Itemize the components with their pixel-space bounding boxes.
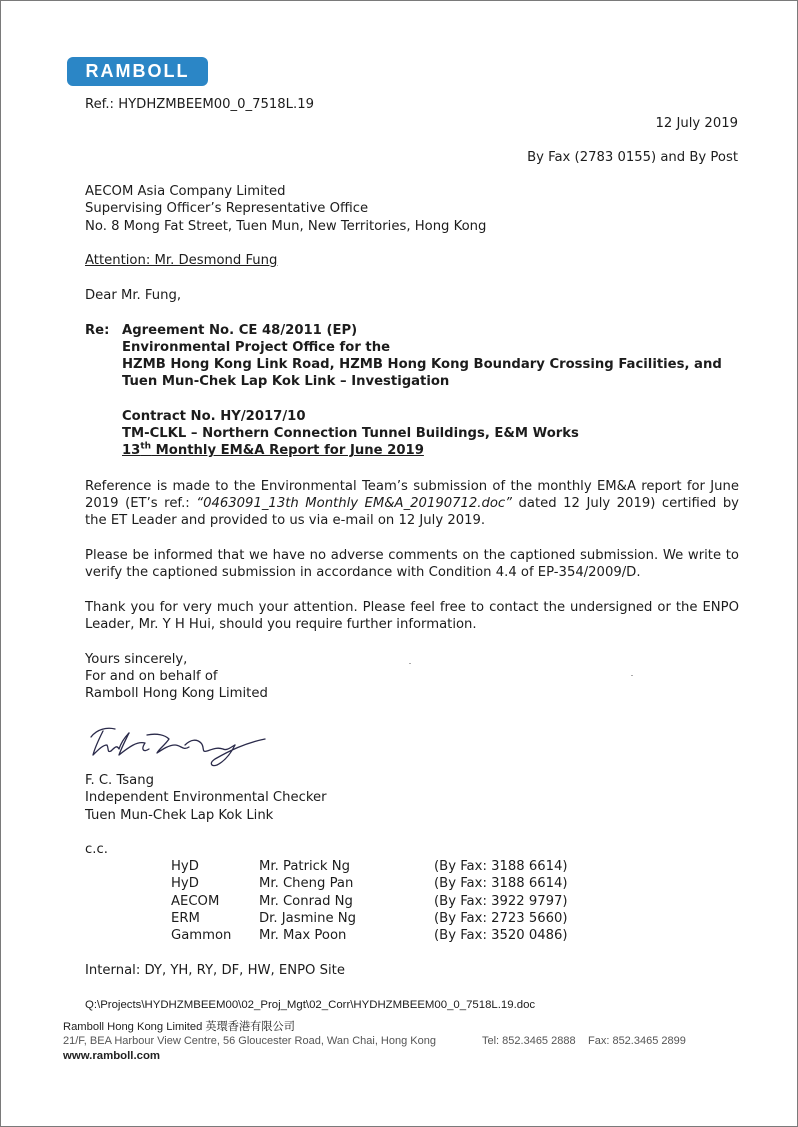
report-title-rest: Monthly EM&A Report for June 2019 [151,443,424,458]
re-report-title [122,442,424,459]
re-contract-title: TM-CLKL – Northern Connection Tunnel Buildings, E&M Works [122,426,579,441]
cc-person: Mr. Patrick Ng [259,859,350,875]
cc-org: ERM [171,911,200,927]
re-contract-number: Contract No. HY/2017/10 [122,409,306,424]
internal-distribution: Internal: DY, YH, RY, DF, HW, ENPO Site [85,963,345,978]
paragraph-no-comments: Please be informed that we have no adverse comments on the captioned submission. We write to verify the captioned submission in accordance with Condition 4.4 of EP-354/2009/D. [85,548,739,580]
salutation: Dear Mr. Fung, [85,288,182,303]
footer-website: www.ramboll.com [63,1050,161,1062]
signatory-project: Tuen Mun-Chek Lap Kok Link [85,808,274,823]
paragraph-reference [85,478,739,529]
cc-row [171,893,568,910]
signatory-name: F. C. Tsang [85,773,154,788]
cc-person: Mr. Max Poon [259,928,347,944]
cc-person: Dr. Jasmine Ng [259,911,356,927]
cc-fax: (By Fax: 3188 6614) [434,859,568,875]
recipient-office: Supervising Officer’s Representative Office [85,201,369,216]
cc-row [171,875,568,892]
footer-company: Ramboll Hong Kong Limited 英環香港有限公司 [63,1021,295,1033]
re-label: Re: [85,323,110,338]
cc-fax: (By Fax: 3922 9797) [434,893,568,909]
recipient-address: No. 8 Mong Fat Street, Tuen Mun, New Territories, Hong Kong [85,219,487,234]
cc-fax: (By Fax: 3520 0486) [434,928,568,944]
cc-person: Mr. Cheng Pan [259,876,354,892]
paragraph-thanks: Thank you for very much your attention. Please feel free to contact the undersigned or the ENPO Leader, Mr. Y H Hui, should you require further information. [85,600,739,632]
re-project-scope: HZMB Hong Kong Link Road, HZMB Hong Kong Boundary Crossing Facilities, and [122,357,722,372]
paragraph-reference-lead: Reference is made to the Environmental Team’s submission of the monthly EM&A report for June 2019 (ET’s ref.: [85,479,739,511]
scan-speck [409,663,411,664]
cc-row [171,927,568,944]
re-investigation: Tuen Mun-Chek Lap Kok Link – Investigation [122,374,450,389]
footer-fax: Fax: 852.3465 2899 [588,1035,686,1047]
cc-org: HyD [171,859,199,875]
letter-date: 12 July 2019 [655,116,738,131]
file-path: Q:\Projects\HYDHZMBEEM00\02_Proj_Mgt\02_Corr\HYDHZMBEEM00_0_7518L.19.doc [85,999,536,1011]
et-reference-filename: “0463091_13th Monthly EM&A_20190712.doc” [196,496,513,511]
recipient-company: AECOM Asia Company Limited [85,184,286,199]
cc-org: Gammon [171,928,232,944]
cc-row [171,858,568,875]
cc-row [171,910,568,927]
attention-line: Attention: Mr. Desmond Fung [85,253,278,268]
closing-company: Ramboll Hong Kong Limited [85,686,268,701]
footer-telephone: Tel: 852.3465 2888 [482,1035,576,1047]
cc-org: AECOM [171,893,220,909]
ramboll-logo: RAMBOLL [67,57,208,86]
cc-org: HyD [171,876,199,892]
handwritten-signature [85,719,275,771]
footer-address: 21/F, BEA Harbour View Centre, 56 Gloucester Road, Wan Chai, Hong Kong [63,1035,436,1047]
re-agreement: Agreement No. CE 48/2011 (EP) [122,323,358,338]
report-number: 13 [122,443,141,458]
re-project-office: Environmental Project Office for the [122,340,391,355]
scan-speck [631,675,633,676]
cc-fax: (By Fax: 2723 5660) [434,911,568,927]
reference-number: Ref.: HYDHZMBEEM00_0_7518L.19 [85,97,314,112]
cc-list [171,858,568,944]
cc-person: Mr. Conrad Ng [259,893,353,909]
report-ordinal: th [140,441,152,452]
cc-label: c.c. [85,842,108,857]
cc-fax: (By Fax: 3188 6614) [434,876,568,892]
delivery-method: By Fax (2783 0155) and By Post [527,150,738,165]
closing-yours-sincerely: Yours sincerely, [85,652,188,667]
paragraph-reference-tail: dated 12 July 2019) certified by the ET Leader and provided to us via e-mail on 12 July 2019. [85,496,739,528]
signatory-title: Independent Environmental Checker [85,790,327,805]
closing-on-behalf: For and on behalf of [85,669,218,684]
